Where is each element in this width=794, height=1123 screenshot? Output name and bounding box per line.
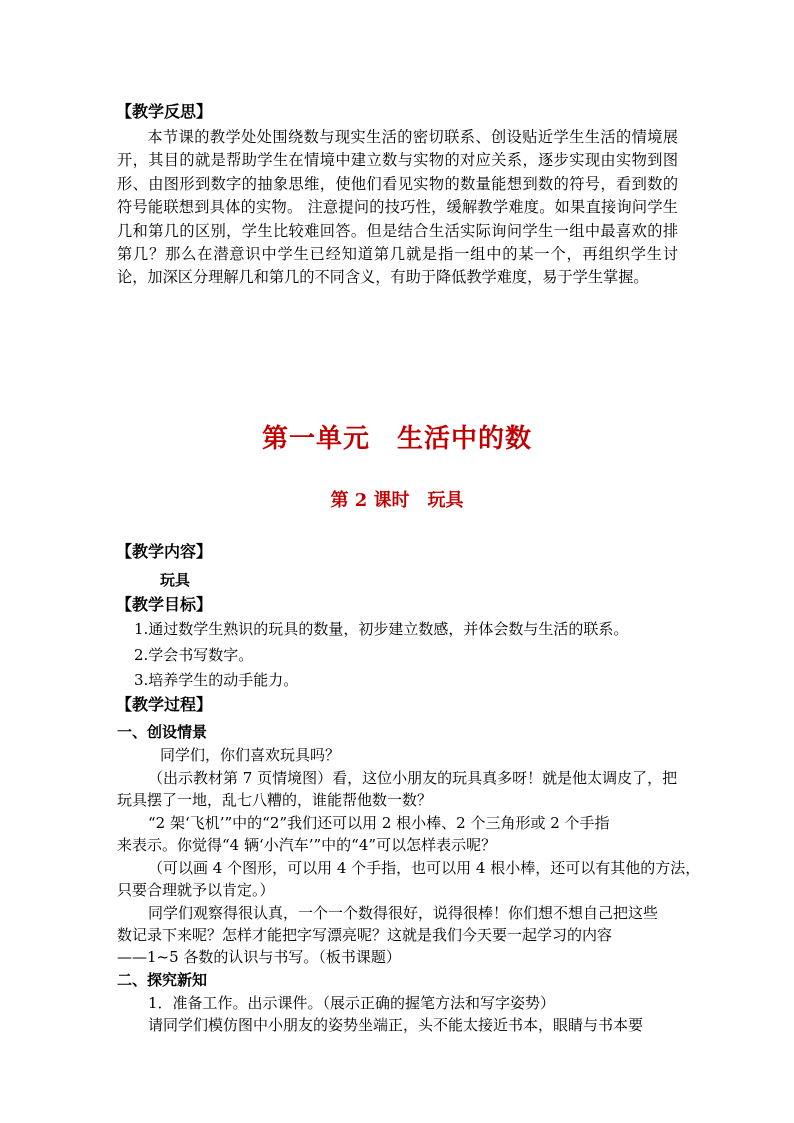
- process-heading: 【教学过程】: [116, 695, 213, 714]
- objective-item: 1.通过数学生熟识的玩具的数量，初步建立数感，并体会数与生活的联系。: [134, 620, 629, 638]
- process-line: 1．准备工作。出示课件。（展示正确的握笔方法和写字姿势）: [148, 994, 556, 1012]
- process-line: 来表示。你觉得“4 辆‘小汽车’”中的“4”可以怎样表示呢？: [117, 836, 497, 854]
- lesson-title: 第 2 课时 玩具: [330, 490, 464, 511]
- objectives-heading: 【教学目标】: [116, 595, 213, 614]
- process-line: “2 架‘飞机’”中的“2”我们还可以用 2 根小棒、2 个三角形或 2 个手指: [148, 814, 610, 832]
- content-text: 玩具: [160, 571, 191, 589]
- objective-item: 3.培养学生的动手能力。: [134, 671, 299, 689]
- process-line: 玩具摆了一地，乱七八糟的，谁能帮他数一数？: [117, 791, 433, 809]
- reflection-paragraph: 本节课的教学处处围绕数与现实生活的密切联系、创设贴近学生生活的情境展开，其目的就是帮助学生在情境中建立数与实物的对应关系，逐步实现由实物到图形、由图形到数字的抽象思维，使他们看见实物的数量能想到数的符号，看到数的符号能联想到具体的实物。 注意提问的技巧性，缓解教学难度。如果直接询问学生几和第几的区别，学生比较难回答。但是结合生活实际询问学生一组中最喜欢的排第几？那么在潜意识中学生已经知道第几就是指一组中的某一个，再组织学生讨论，加深区分理解几和第几的不同含义，有助于降低教学难度，易于学生掌握。: [117, 128, 678, 287]
- process-line: （可以画 4 个图形，可以用 4 个手指，也可以用 4 根小棒，还可以有其他的方法，: [148, 859, 701, 877]
- process-line: 同学们观察得很认真，一个一个数得很好，说得很棒！你们想不想自己把这些: [148, 904, 659, 922]
- section-title: 二、探究新知: [117, 971, 208, 989]
- process-line: 只要合理就予以肯定。）: [117, 881, 275, 899]
- process-line: 同学们，你们喜欢玩具吗？: [160, 746, 341, 764]
- unit-title: 第一单元 生活中的数: [261, 424, 532, 454]
- process-line: （出示教材第 7 页情境图）看，这位小朋友的玩具真多呀！就是他太调皮了，把: [148, 769, 678, 787]
- reflection-heading: 【教学反思】: [116, 102, 213, 121]
- section-title: 一、创设情景: [117, 723, 208, 741]
- process-line: 请同学们模仿图中小朋友的姿势坐端正，头不能太接近书本，眼睛与书本要: [148, 1016, 644, 1034]
- objective-item: 2.学会书写数字。: [134, 646, 254, 664]
- process-line: ——1~5 各数的认识与书写。（板书课题）: [117, 948, 401, 966]
- process-line: 数记录下来呢？怎样才能把字写漂亮呢？这就是我们今天要一起学习的内容: [117, 926, 613, 944]
- content-heading: 【教学内容】: [116, 542, 213, 561]
